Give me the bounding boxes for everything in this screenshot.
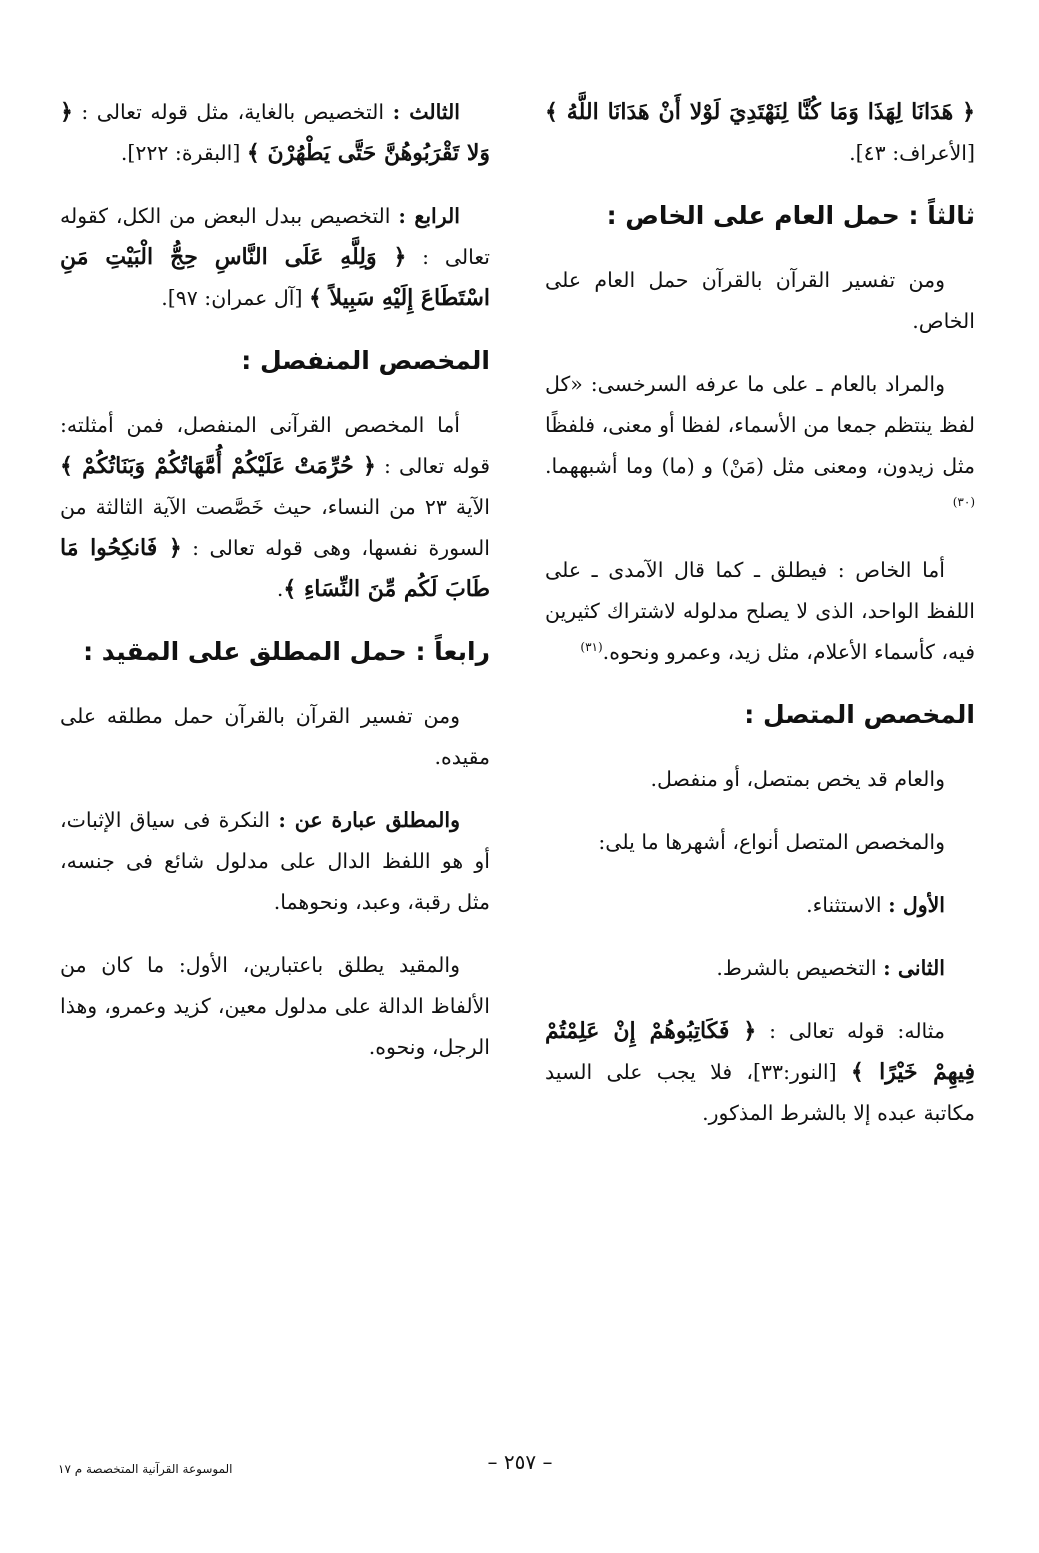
paragraph-text: أما المخصص القرآنى المنفصل، فمن أمثلته: قوله تعالى : <box>60 413 490 478</box>
paragraph <box>60 800 490 923</box>
section-heading: رابعاً : حمل المطلق على المقيد : <box>83 637 490 666</box>
paragraph <box>60 196 490 319</box>
book-title-footer: الموسوعة القرآنية المتخصصة م ١٧ <box>58 1462 233 1476</box>
paragraph-text: مثاله: قوله تعالى : <box>756 1019 945 1043</box>
paragraph: ومن تفسير القرآن بالقرآن حمل العام على الخاص. <box>545 268 975 333</box>
footnote-marker: (٣١) <box>580 640 603 655</box>
item-label: الثانى : <box>883 956 945 980</box>
page-number: – ٢٥٧ – <box>487 1450 553 1474</box>
item-label: والمطلق عبارة عن : <box>278 808 461 832</box>
paragraph <box>545 885 975 926</box>
footnote-marker: (٣٠) <box>952 495 975 510</box>
item-text: الاستثناء. <box>806 893 889 917</box>
paragraph <box>545 1011 975 1134</box>
paragraph-text: الآية ٢٣ من النساء، حيث خَصَّصت الآية الثالثة من السورة نفسها، وهى قوله تعالى : <box>60 495 490 560</box>
paragraph <box>545 550 975 673</box>
verse-reference: [آل عمران: ٩٧]. <box>161 286 309 310</box>
section-heading: المخصص المتصل : <box>744 700 975 729</box>
paragraph-text: التخصيص ببدل البعض من الكل، كقوله تعالى : <box>60 204 490 269</box>
paragraph: والعام قد يخص بمتصل، أو منفصل. <box>650 767 945 791</box>
right-column <box>545 92 975 1156</box>
paragraph: والمقيد يطلق باعتبارين، الأول: ما كان من الألفاظ الدالة على مدلول معين، كزيد وعمرو، وهذا الرجل، ونحوه. <box>60 953 490 1059</box>
verse-reference: [الأعراف: ٤٣]. <box>849 141 975 165</box>
paragraph <box>60 92 490 174</box>
quran-verse: ﴿ وَلا تَقْرَبُوهُنَّ حَتَّى يَطْهُرْنَ ﴾ <box>60 99 490 166</box>
verse-reference: [البقرة: ٢٢٢]. <box>120 141 247 165</box>
quran-verse: ﴿ حُرِّمَتْ عَلَيْكُمْ أُمَّهَاتُكُمْ وَبَنَاتُكُمْ ﴾ <box>60 453 376 479</box>
paragraph <box>60 405 490 610</box>
item-label: الأول : <box>888 893 945 917</box>
quran-verse: ﴿ هَدَانَا لِهَذَا وَمَا كُنَّا لِنَهْتَدِيَ لَوْلا أَنْ هَدَانَا اللَّهُ ﴾ <box>545 99 975 125</box>
quran-verse: ﴿ وَلِلَّهِ عَلَى النَّاسِ حِجُّ الْبَيْتِ مَنِ اسْتَطَاعَ إِلَيْهِ سَبِيلاً ﴾ <box>60 244 490 311</box>
paragraph <box>545 364 975 528</box>
item-text: التخصيص بالشرط. <box>716 956 884 980</box>
paragraph-text: التخصيص بالغاية، مثل قوله تعالى : <box>72 100 393 124</box>
section-heading: ثالثاً : حمل العام على الخاص : <box>606 201 975 230</box>
paragraph: ومن تفسير القرآن بالقرآن حمل مطلقه على مقيده. <box>60 704 490 769</box>
quran-verse: ﴿ فَكَاتِبُوهُمْ إِنْ عَلِمْتُمْ فِيهِمْ خَيْرًا ﴾ <box>545 1018 976 1085</box>
quran-verse: ﴿ فَانكِحُوا مَا طَابَ لَكُم مِّنَ النِّسَاءِ ﴾ <box>60 535 490 602</box>
paragraph-text: والمراد بالعام ـ على ما عرفه السرخسى: «كل لفظ ينتظم جمعا من الأسماء، لفظا أو معنى، فلفظًا مثل زيدون، ومعنى مثل (مَنْ) و (ما) وما أشبههما. <box>545 372 975 478</box>
item-label: الرابع : <box>398 204 460 228</box>
paragraph-text: أما الخاص : فيطلق ـ كما قال الآمدى ـ على اللفظ الواحد، الذى لا يصلح مدلوله لاشتراك كثيرين فيه، كأسماء الأعلام، مثل زيد، وعمرو ونحوه. <box>545 558 975 664</box>
item-label: الثالث : <box>392 100 460 124</box>
paragraph <box>545 948 975 989</box>
paragraph: والمخصص المتصل أنواع، أشهرها ما يلى: <box>598 830 945 854</box>
paragraph <box>545 92 975 174</box>
paragraph-text: . <box>276 577 284 601</box>
paragraph-text: [النور:٣٣]، فلا يجب على السيد مكاتبة عبده إلا بالشرط المذكور. <box>545 1060 975 1125</box>
paragraph-text: النكرة فى سياق الإثبات، أو هو اللفظ الدال على مدلول شائع فى جنسه، مثل رقبة، وعبد، ونحوهما. <box>60 808 490 914</box>
left-column <box>60 92 490 1090</box>
section-heading: المخصص المنفصل : <box>241 346 490 375</box>
